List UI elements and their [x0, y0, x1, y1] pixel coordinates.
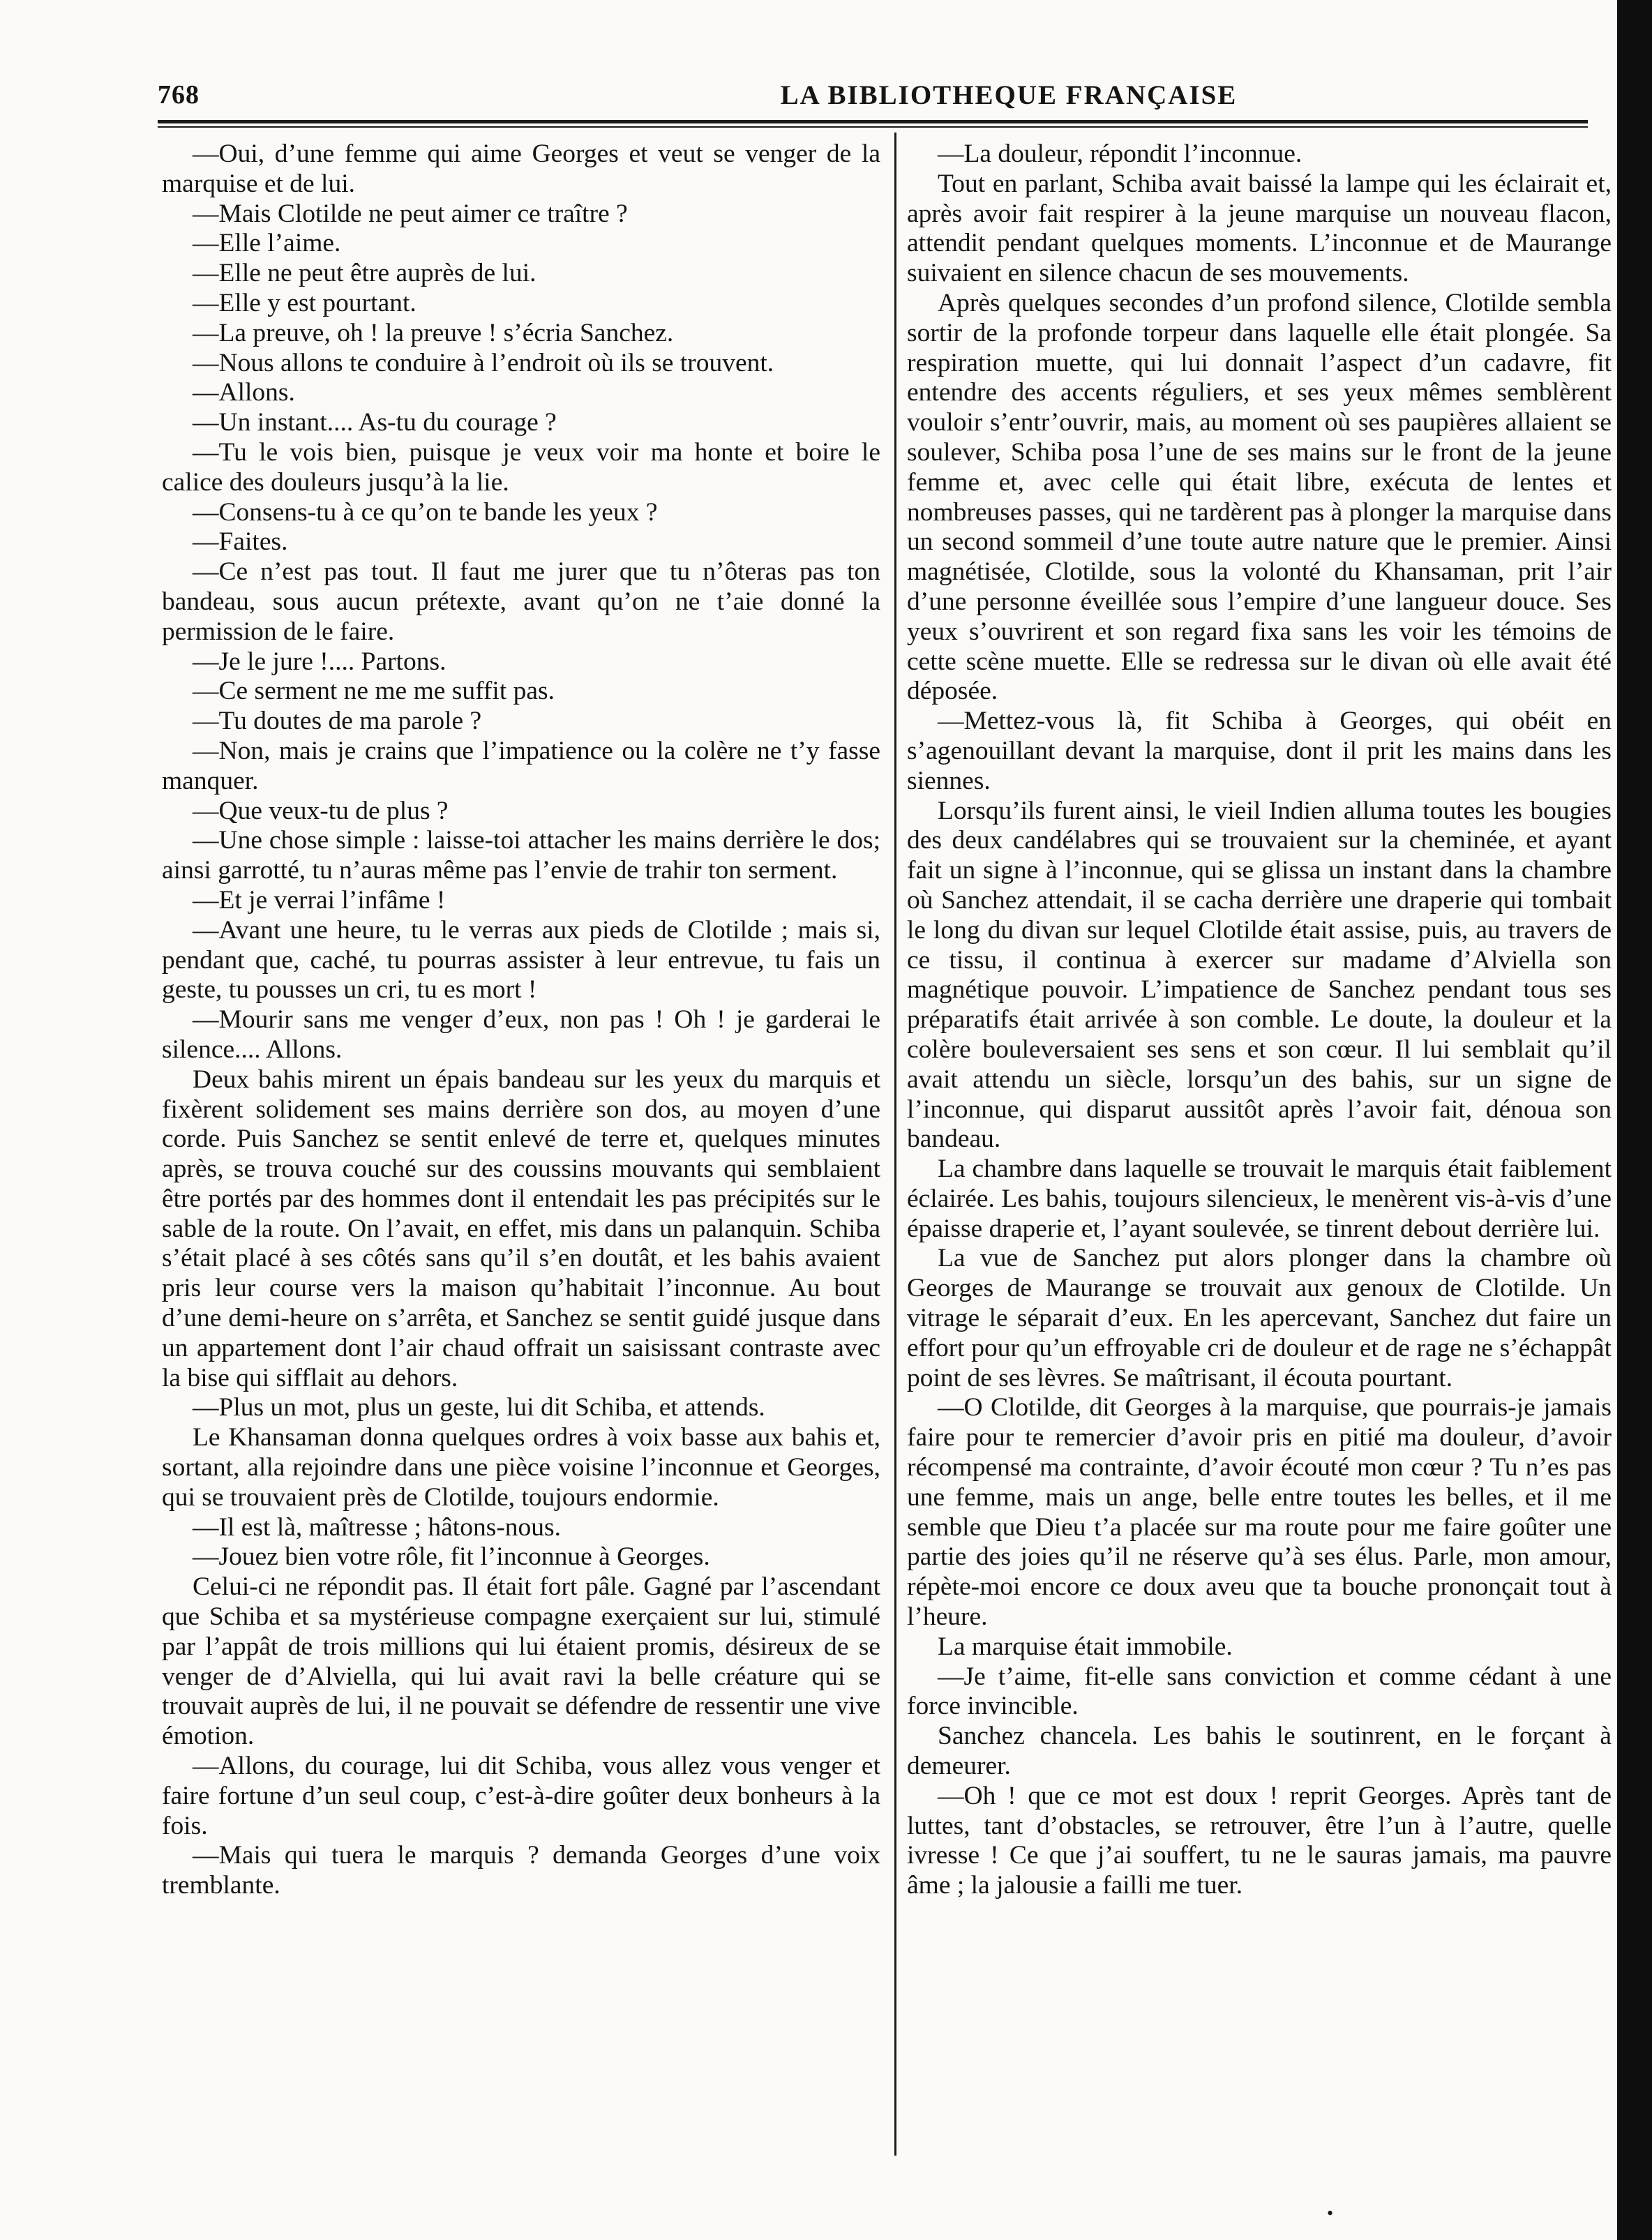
right-column	[907, 140, 1612, 1901]
paragraph: —Oh ! que ce mot est doux ! reprit Georges. Après tant de luttes, tant d’obstacles, se retrouver, être l’un à l’autre, quelle ivresse ! Ce que j’ai souffert, tu ne le sauras jamais, ma pauvre âme ; la jalousie a failli me tuer.	[907, 1781, 1612, 1900]
paragraph: —Consens-tu à ce qu’on te bande les yeux ?	[193, 497, 658, 527]
paragraph: —Ce serment ne me me suffit pas.	[193, 677, 555, 706]
paragraph: —Allons, du courage, lui dit Schiba, vous allez vous venger et faire fortune d’un seul coup, c’est-à-dire goûter deux bonheurs à la fois.	[162, 1752, 880, 1840]
paragraph: —Nous allons te conduire à l’endroit où ils se trouvent.	[193, 348, 774, 377]
paragraph: La chambre dans laquelle se trouvait le marquis était faiblement éclairée. Les bahis, toujours silencieux, le menèrent vis-à-vis d’une épaisse draperie et, l’ayant soulevée, se tinrent debout derrière lui.	[907, 1155, 1612, 1243]
footer-mark: •	[1327, 2203, 1334, 2223]
paragraph: —Il est là, maîtresse ; hâtons-nous.	[193, 1512, 562, 1542]
paragraph: —La preuve, oh ! la preuve ! s’écria Sanchez.	[193, 318, 674, 347]
paragraph: —Elle l’aime.	[193, 229, 341, 258]
paragraph: —Elle ne peut être auprès de lui.	[193, 259, 536, 288]
paragraph: —Tu doutes de ma parole ?	[193, 707, 482, 736]
paragraph: —Jouez bien votre rôle, fit l’inconnue à Georges.	[193, 1542, 710, 1572]
column-divider	[894, 133, 896, 2156]
paragraph: —Avant une heure, tu le verras aux pieds de Clotilde ; mais si, pendant que, caché, tu pourras assister à leur entrevue, tu fais un geste, tu pousses un cri, tu es mort !	[162, 915, 880, 1005]
paragraph: Lorsqu’ils furent ainsi, le vieil Indien alluma toutes les bougies des deux candélabres qui se trouvaient sur la cheminée, et ayant fait un signe à l’inconnue, qui se glissa un instant dans la chambre où Sanchez attendait, il se cacha derrière une draperie qui tombait le long du divan sur lequel Clotilde était assise, puis, au travers de ce tissu, il continua à exercer sur madame d’Alviella son magnétique pouvoir. L’impatience de Sanchez pendant tous ses préparatifs était arrivée à son comble. Le doute, la douleur et la colère bouleversaient ses sens et son cœur. Il lui semblait qu’il avait attendu un siècle, lorsqu’un des bahis, sur un signe de l’inconnue, qui disparut aussitôt après l’avoir fait, dénoua son bandeau.	[907, 796, 1612, 1154]
paragraph: —Non, mais je crains que l’impatience ou la colère ne t’y fasse manquer.	[162, 736, 880, 795]
paragraph: Après quelques secondes d’un profond silence, Clotilde sembla sortir de la profonde torpeur dans laquelle elle était plongée. Sa respiration muette, qui lui donnait l’aspect d’un cadavre, fit entendre des accents réguliers, et ses yeux mêmes semblèrent vouloir s’entr’ouvrir, mais, au moment où ses paupières allaient se soulever, Schiba posa l’une de ses mains sur le front de la jeune femme et, avec celle qui était libre, exécuta de lentes et nombreuses passes, qui ne tardèrent pas à plonger la marquise dans un second sommeil d’une toute autre nature que le premier. Ainsi magnétisée, Clotilde, sous la volonté du Khansaman, prit l’air d’une personne éveillée sous l’empire d’une langueur douce. Ses yeux s’ouvrirent et son regard fixa sans les voir les témoins de cette scène muette. Elle se redressa sur le divan où elle avait été déposée.	[907, 288, 1612, 706]
paragraph: Celui-ci ne répondit pas. Il était fort pâle. Gagné par l’ascendant que Schiba et sa mystérieuse compagne exerçaient sur lui, stimulé par l’appât de trois millions qui lui étaient promis, désireux de se venger de d’Alviella, qui lui avait ravi la belle créature qui se trouvait auprès de lui, il ne pouvait se défendre de ressentir une vive émotion.	[162, 1572, 880, 1751]
paragraph: —Un instant.... As-tu du courage ?	[193, 408, 557, 437]
paragraph: —Allons.	[193, 378, 295, 407]
paragraph: Tout en parlant, Schiba avait baissé la lampe qui les éclairait et, après avoir fait respirer à la jeune marquise un nouveau flacon, attendit pendant quelques moments. L’inconnue et de Maurange suivaient en silence chacun de ses mouvements.	[907, 169, 1612, 288]
header-rule	[158, 120, 1588, 123]
paragraph: Le Khansaman donna quelques ordres à voix basse aux bahis et, sortant, alla rejoindre dans une pièce voisine l’inconnue et Georges, qui se trouvaient près de Clotilde, toujours endormie.	[162, 1423, 880, 1512]
scan-edge-shadow	[1617, 0, 1652, 2240]
page-header	[158, 75, 1358, 117]
paragraph: —Elle y est pourtant.	[193, 288, 416, 317]
paragraph: Deux bahis mirent un épais bandeau sur les yeux du marquis et fixèrent solidement ses mains derrière son dos, au moyen d’une corde. Puis Sanchez se sentit enlevé de terre et, quelques minutes après, se trouva couché sur des coussins mouvants qui semblaient être portés par des hommes dont il entendait les pas précipités sur le sable de la route. On l’avait, en effet, mis dans un palanquin. Schiba s’était placé à ses côtés sans qu’il s’en doutât, et les bahis avaient pris leur course vers la maison qu’habitait l’inconnue. Au bout d’une demi-heure on s’arrêta, et Sanchez se sentit guidé jusque dans un appartement dont l’air chaud offrait un saisissant contraste avec la bise qui sifflait au dehors.	[162, 1065, 880, 1392]
paragraph: —Faites.	[193, 527, 288, 557]
paragraph: —Plus un mot, plus un geste, lui dit Schiba, et attends.	[193, 1393, 765, 1422]
running-title: LA BIBLIOTHEQUE FRANÇAISE	[780, 80, 1238, 110]
paragraph: La marquise était immobile.	[938, 1632, 1233, 1661]
paragraph: —Mais qui tuera le marquis ? demanda Georges d’une voix tremblante.	[162, 1841, 880, 1900]
paragraph: —Une chose simple : laisse-toi attacher les mains derrière le dos; ainsi garrotté, tu n’auras même pas l’envie de trahir ton serment.	[162, 826, 880, 885]
paragraph: —Ce n’est pas tout. Il faut me jurer que tu n’ôteras pas ton bandeau, sous aucun prétexte, avant qu’on ne t’aie donné la permission de le faire.	[162, 557, 880, 646]
header-rule-thin	[158, 126, 1588, 128]
paragraph: —O Clotilde, dit Georges à la marquise, que pourrais-je jamais faire pour te remercier d’avoir pris en pitié ma douleur, d’avoir récompensé ma contrainte, d’avoir écouté mon cœur ? Tu n’es pas une femme, mais un ange, belle entre toutes les belles, et il me semble que Dieu t’a placée sur ma route pour me faire goûter une partie des joies qu’il ne réserve qu’à ses élus. Parle, mon amour, répète-moi encore ce doux aveu que ta bouche prononçait tout à l’heure.	[907, 1393, 1612, 1632]
paragraph: —Mais Clotilde ne peut aimer ce traître ?	[193, 199, 628, 228]
paragraph: —Je t’aime, fit-elle sans conviction et comme cédant à une force invincible.	[907, 1662, 1612, 1721]
paragraph: —Mourir sans me venger d’eux, non pas ! Oh ! je garderai le silence.... Allons.	[162, 1005, 880, 1064]
page-number: 768	[158, 80, 200, 110]
paragraph: —La douleur, répondit l’inconnue.	[938, 140, 1302, 168]
paragraph: —Oui, d’une femme qui aime Georges et veut se venger de la marquise et de lui.	[162, 140, 880, 198]
paragraph: La vue de Sanchez put alors plonger dans la chambre où Georges de Maurange se trouvait aux genoux de Clotilde. Un vitrage le séparait d’eux. En les apercevant, Sanchez dut faire un effort pour qu’un effroyable cri de douleur et de rage ne s’échappât point de ses lèvres. Se maîtrisant, il écouta pourtant.	[907, 1244, 1612, 1392]
left-column	[162, 140, 880, 1901]
paragraph: —Et je verrai l’infâme !	[193, 885, 446, 915]
paragraph: Sanchez chancela. Les bahis le soutinrent, en le forçant à demeurer.	[907, 1722, 1612, 1781]
paragraph: —Mettez-vous là, fit Schiba à Georges, qui obéit en s’agenouillant devant la marquise, dont il prit les mains dans les siennes.	[907, 707, 1612, 795]
paragraph: —Tu le vois bien, puisque je veux voir ma honte et boire le calice des douleurs jusqu’à la lie.	[162, 437, 880, 497]
paragraph: —Que veux-tu de plus ?	[193, 796, 449, 825]
paragraph: —Je le jure !.... Partons.	[193, 647, 446, 676]
